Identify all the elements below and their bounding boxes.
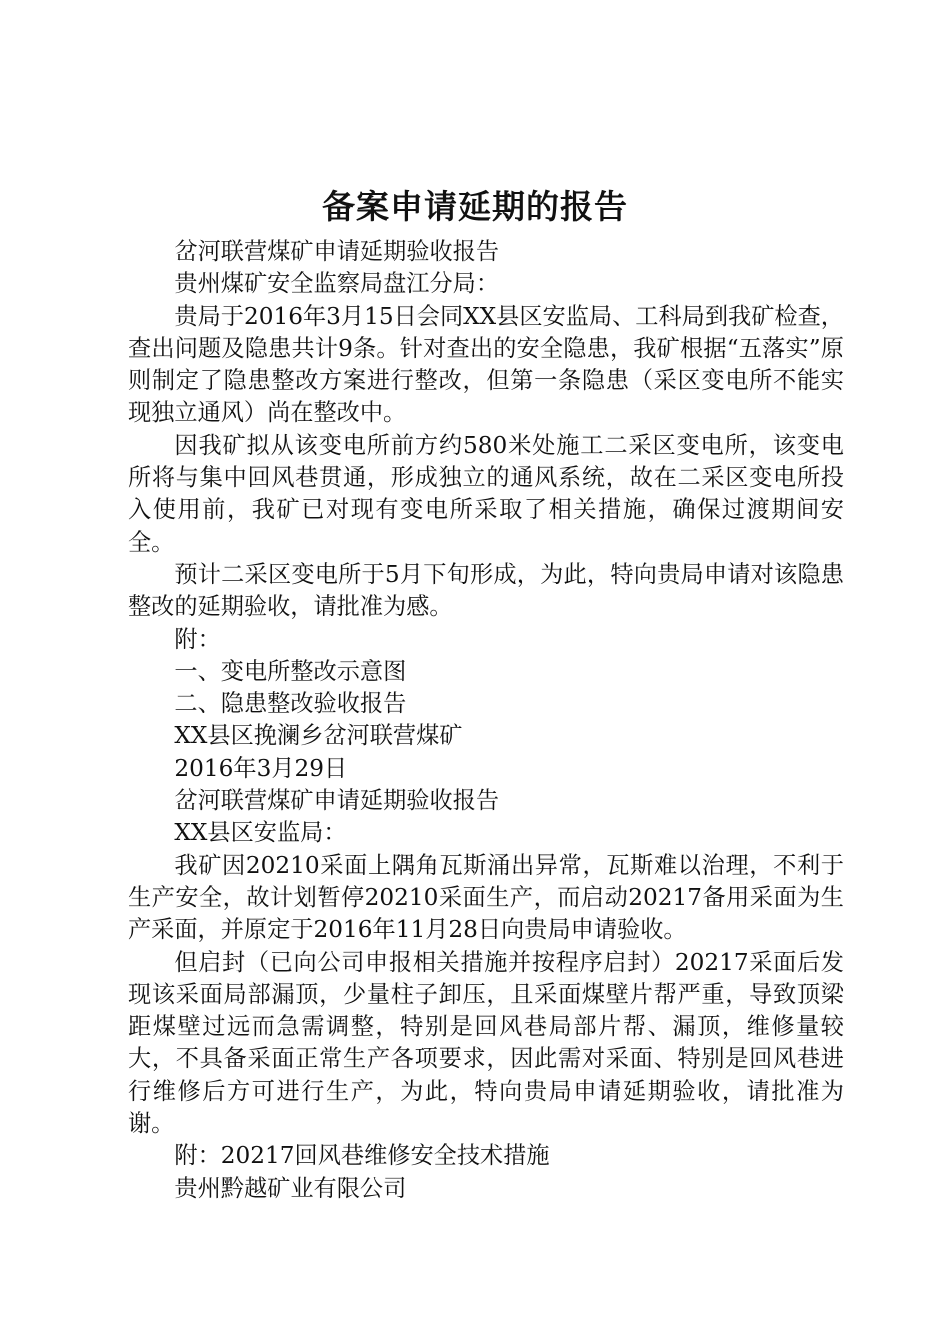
- body-paragraph: 我矿因20210采面上隅角瓦斯涌出异常，瓦斯难以治理，不利于生产安全，故计划暂停20210采面生产，而启动20217备用采面为生产采面，并原定于2016年11月28日向贵局申请验收。: [128, 851, 844, 944]
- report-heading-2: 岔河联营煤矿申请延期验收报告: [174, 787, 500, 815]
- addressee-2: XX县区安监局：: [174, 819, 347, 847]
- attachment-label: 附：: [174, 625, 221, 653]
- signature-date: 2016年3月29日: [174, 754, 348, 782]
- signature-organization: XX县区挽澜乡岔河联营煤矿: [174, 722, 463, 750]
- signature-company: 贵州黔越矿业有限公司: [174, 1174, 407, 1202]
- document-body: [128, 236, 844, 1205]
- body-paragraph: 但启封（已向公司申报相关措施并按程序启封）20217采面后发现该采面局部漏顶，少量柱子卸压，且采面煤壁片帮严重，导致顶梁距煤壁过远而急需调整，特别是回风巷局部片帮、漏顶，维修量较大，不具备采面正常生产各项要求，因此需对采面、特别是回风巷进行维修后方可进行生产，为此，特向贵局申请延期验收，请批准为谢。: [128, 948, 844, 1138]
- body-paragraph: 贵局于2016年3月15日会同XX县区安监局、工科局到我矿检查，查出问题及隐患共计9条。针对查出的安全隐患，我矿根据“五落实”原则制定了隐患整改方案进行整改，但第一条隐患（采区变电所不能实现独立通风）尚在整改中。: [128, 302, 844, 427]
- body-paragraph: 预计二采区变电所于5月下旬形成，为此，特向贵局申请对该隐患整改的延期验收，请批准为感。: [128, 560, 844, 621]
- attachment-item: 二、隐患整改验收报告: [174, 690, 407, 718]
- addressee-1: 贵州煤矿安全监察局盘江分局：: [174, 270, 500, 298]
- body-paragraph: 因我矿拟从该变电所前方约580米处施工二采区变电所，该变电所将与集中回风巷贯通，形成独立的通风系统，故在二采区变电所投入使用前，我矿已对现有变电所采取了相关措施，确保过渡期间安全。: [128, 431, 844, 556]
- attachment-item: 一、变电所整改示意图: [174, 657, 407, 685]
- attachment-note: 附：20217回风巷维修安全技术措施: [174, 1142, 550, 1170]
- report-heading-1: 岔河联营煤矿申请延期验收报告: [174, 238, 500, 265]
- document-title: 备案申请延期的报告: [322, 187, 628, 226]
